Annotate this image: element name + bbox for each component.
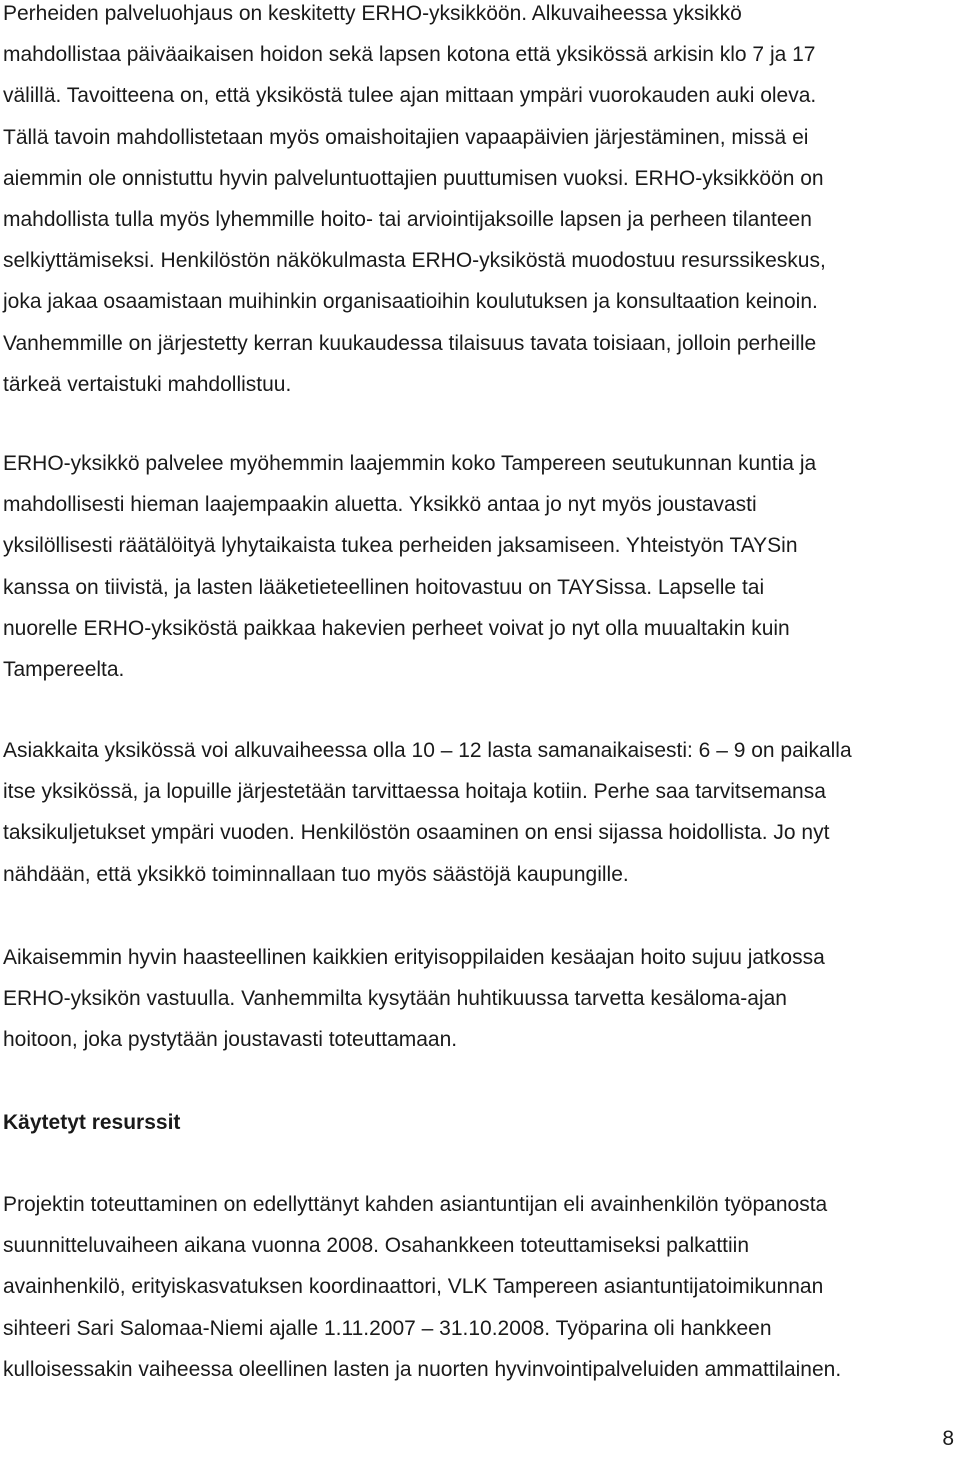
page-number: 8 (942, 1427, 954, 1450)
body-paragraph-1: Perheiden palveluohjaus on keskitetty ERHO-yksikköön. Alkuvaiheessa yksikkö mahdollistaa päiväaikaisen hoidon sekä lapsen kotona että yksikössä arkisin klo 7 ja 17 välillä. Tavoitteena on, että yksiköstä tulee ajan mittaan ympäri vuorokauden auki oleva. Tällä tavoin mahdollistetaan myös omaishoitajien vapaapäivien järjestäminen, missä ei aiemmin ole onnistuttu hyvin palveluntuottajien puuttumisen vuoksi. ERHO-yksikköön on mahdollista tulla myös lyhemmille hoito- tai arviointijaksoille lapsen ja perheen tilanteen selkiyttämiseksi. Henkilöstön näkökulmasta ERHO-yksiköstä muodostuu resurssikeskus, joka jakaa osaamistaan muihinkin organisaatioihin koulutuksen ja konsultaation keinoin. Vanhemmille on järjestetty kerran kuukaudessa tilaisuus tavata toisiaan, jolloin perheille tärkeä vertaistuki mahdollistuu. (3, 2, 826, 396)
body-paragraph-3: Asiakkaita yksikössä voi alkuvaiheessa olla 10 – 12 lasta samanaikaisesti: 6 – 9 on paikalla itse yksikössä, ja lopuille järjestetään tarvittaessa hoitaja kotiin. Perhe saa tarvitsemansa taksikuljetukset ympäri vuoden. Henkilöstön osaaminen on ensi sijassa hoidollista. Jo nyt nähdään, että yksikkö toiminnallaan tuo myös säästöjä kaupungille. (3, 739, 852, 886)
body-paragraph-2: ERHO-yksikkö palvelee myöhemmin laajemmin koko Tampereen seutukunnan kuntia ja mahdollisesti hieman laajempaakin aluetta. Yksikkö antaa jo nyt myös joustavasti yksilöllisesti räätälöityä lyhytaikaista tukea perheiden jaksamiseen. Yhteistyön TAYSin kanssa on tiivistä, ja lasten lääketieteellinen hoitovastuu on TAYSissa. Lapselle tai nuorelle ERHO-yksiköstä paikkaa hakevien perheet voivat jo nyt olla muualtakin kuin Tampereelta. (3, 452, 817, 682)
body-paragraph-5: Projektin toteuttaminen on edellyttänyt kahden asiantuntijan eli avainhenkilön työpanosta suunnitteluvaiheen aikana vuonna 2008. Osahankkeen toteuttamiseksi palkattiin avainhenkilö, erityiskasvatuksen koordinaattori, VLK Tampereen asiantuntijatoimikunnan sihteeri Sari Salomaa-Niemi ajalle 1.11.2007 – 31.10.2008. Työparina oli hankkeen kulloisessakin vaiheessa oleellinen lasten ja nuorten hyvinvointipalveluiden ammattilainen. (3, 1193, 842, 1381)
section-heading: Käytetyt resurssit (3, 1111, 181, 1134)
body-paragraph-4: Aikaisemmin hyvin haasteellinen kaikkien erityisoppilaiden kesäajan hoito sujuu jatkossa ERHO-yksikön vastuulla. Vanhemmilta kysytään huhtikuussa tarvetta kesäloma-ajan hoitoon, joka pystytään joustavasti toteuttamaan. (3, 946, 825, 1052)
